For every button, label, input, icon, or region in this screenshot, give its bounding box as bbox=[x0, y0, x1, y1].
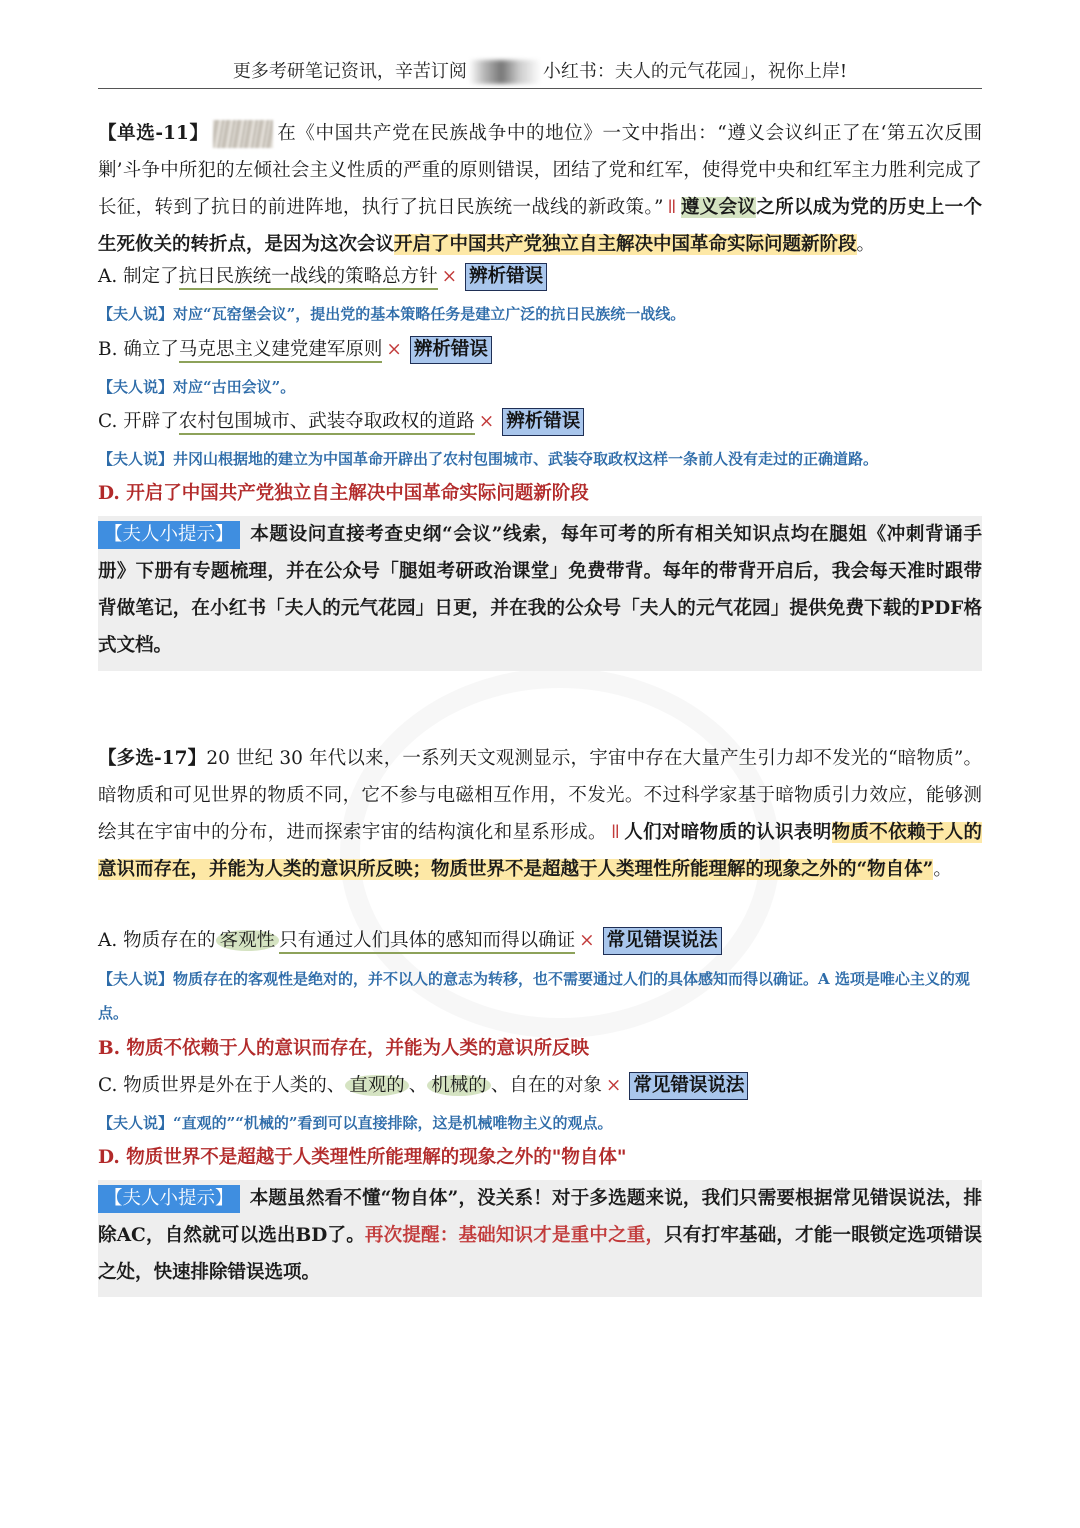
q1-note-b: 【夫人说】对应“古田会议”。 bbox=[98, 378, 296, 396]
underlined-text: 只有通过人们具体的感知而得以确证 bbox=[279, 930, 575, 954]
page-header bbox=[98, 58, 982, 89]
stem-text: 20 世纪 30 年代以来，一系列天文观测显示，宇宙中存在大量产生引力却不发光的“暗物质”。暗物质和可见世界的物质不同，它不参与电磁相互作用，不发光。不过科学家基于暗物质引力效应，能够测绘其在宇宙中的分布，进而探索宇宙的结构演化和星系形成。 bbox=[98, 748, 982, 843]
highlight-yellow-sep: ； bbox=[412, 859, 432, 880]
tip-text: 本题虽然看不懂“物自体”，没关系！对于多选题来说，我们只需要根据常见错误说法，排除AC，自然就可以选出BD了。 bbox=[98, 1188, 982, 1246]
error-badge: 辨析错误 bbox=[465, 263, 547, 291]
q2-option-a bbox=[98, 926, 722, 956]
q1-option-d-answer: D. 开启了中国共产党独立自主解决中国革命实际问题新阶段 bbox=[98, 483, 589, 504]
option-prefix: A. 制定了 bbox=[98, 266, 179, 287]
highlight-yellow: 物质世界不是超越于人类理性所能理解的现象之外的“物自体” bbox=[431, 859, 934, 880]
circled-text: 机械的 bbox=[427, 1075, 491, 1096]
stem-end: 。 bbox=[933, 859, 952, 880]
header-text-before: 更多考研笔记资讯，辛苦订阅 bbox=[232, 61, 467, 82]
question-1-stem bbox=[98, 115, 982, 263]
q2-tip-box bbox=[98, 1180, 982, 1297]
cross-icon: × bbox=[605, 1075, 622, 1096]
option-prefix: C. 物质世界是外在于人类的、 bbox=[98, 1075, 346, 1096]
option-prefix: A. 物质存在的 bbox=[98, 930, 216, 951]
q1-option-b bbox=[98, 335, 492, 365]
option-text: 、自在的对象 bbox=[490, 1075, 602, 1096]
stem-end: 。 bbox=[856, 234, 876, 255]
q1-note-a: 【夫人说】对应“瓦窑堡会议”，提出党的基本策略任务是建立广泛的抗日民族统一战线。 bbox=[98, 305, 686, 323]
highlight-yellow: 物质不依赖于人的意识而存在，并能为人类的意识所反映 bbox=[98, 822, 982, 880]
blurred-name bbox=[213, 120, 273, 148]
tip-red-text: 再次提醒：基础知识才是重中之重， bbox=[364, 1225, 665, 1246]
highlight-yellow: 开启了中国共产党独立自主解决中国革命实际问题新阶段 bbox=[394, 234, 857, 255]
separator-mark: ǁ bbox=[610, 822, 620, 843]
stem-bold-text: 人们对暗物质的认识表明 bbox=[623, 822, 832, 843]
separator-mark: ǁ bbox=[667, 197, 677, 218]
option-prefix: B. 确立了 bbox=[98, 339, 179, 360]
question-tag: 【多选-17】 bbox=[98, 748, 207, 769]
header-text-after: 小红书：夫人的元气花园」，祝你上岸! bbox=[542, 61, 848, 82]
error-badge: 辨析错误 bbox=[502, 408, 584, 436]
question-tag: 【单选-11】 bbox=[98, 123, 209, 144]
error-badge: 辨析错误 bbox=[410, 336, 492, 364]
q2-option-b-answer: B. 物质不依赖于人的意识而存在，并能为人类的意识所反映 bbox=[98, 1038, 590, 1059]
option-prefix: C. 开辟了 bbox=[98, 411, 179, 432]
cross-icon: × bbox=[386, 339, 402, 360]
underlined-text: 农村包围城市、武装夺取政权的道路 bbox=[179, 411, 475, 435]
error-badge: 常见错误说法 bbox=[629, 1072, 748, 1100]
stem-text: 在《中国共产党在民族战争中的地位》一文中指出：“遵义会议纠正了在‘第五次反围剿’斗争中所犯的左倾社会主义性质的严重的原则错误，团结了党和红军，使得党中央和红军主力胜利完成了长征，转到了抗日的前进阵地，执行了抗日民族统一战线的新政策。” bbox=[98, 123, 982, 218]
error-badge: 常见错误说法 bbox=[603, 927, 722, 955]
underlined-text: 马克思主义建党建军原则 bbox=[179, 339, 383, 363]
cross-icon: × bbox=[579, 930, 595, 951]
tip-tag: 【夫人小提示】 bbox=[98, 521, 240, 549]
circled-text: 客观性 bbox=[216, 930, 280, 951]
q1-option-c bbox=[98, 407, 584, 437]
tip-text: 本题设问直接考查史纲“会议”线索，每年可考的所有相关知识点均在腿姐《冲刺背诵手册》下册有专题梳理，并在公众号「腿姐考研政治课堂」免费带背。每年的带背开启后，我会每天准时跟带背做笔记，在小红书「夫人的元气花园」日更，并在我的公众号「夫人的元气花园」提供免费下载的PDF格式文档。 bbox=[98, 524, 982, 656]
tip-text: 只有打牢基础，才能一眼锁定选项错误之处，快速排除错误选项。 bbox=[98, 1225, 982, 1283]
q2-option-d-answer: D. 物质世界不是超越于人类理性所能理解的现象之外的"物自体" bbox=[98, 1147, 627, 1168]
cross-icon: × bbox=[441, 266, 458, 287]
q2-note-c: 【夫人说】“直观的”“机械的”看到可以直接排除，这是机械唯物主义的观点。 bbox=[98, 1114, 613, 1132]
circled-text: 直观的 bbox=[345, 1075, 409, 1096]
q1-option-a bbox=[98, 262, 547, 292]
q1-note-c: 【夫人说】井冈山根据地的建立为中国革命开辟出了农村包围城市、武装夺取政权这样一条前人没有走过的正确道路。 bbox=[98, 450, 879, 468]
underlined-text: 抗日民族统一战线的策略总方针 bbox=[179, 266, 438, 290]
q2-option-c bbox=[98, 1071, 748, 1101]
highlight-green: 遵义会议 bbox=[680, 197, 757, 218]
question-2-stem bbox=[98, 740, 982, 888]
tip-tag: 【夫人小提示】 bbox=[98, 1185, 240, 1213]
option-text: 、 bbox=[408, 1075, 428, 1096]
q1-tip-box bbox=[98, 516, 982, 671]
cross-icon: × bbox=[478, 411, 495, 432]
stem-bold-text: 之所以成为党的历史上一个生死攸关的转折点，是因为这次会议 bbox=[98, 197, 982, 255]
blurred-redaction bbox=[469, 60, 541, 84]
q2-note-a: 【夫人说】物质存在的客观性是绝对的，并不以人的意志为转移，也不需要通过人们的具体感知而得以确证。A 选项是唯心主义的观点。 bbox=[98, 970, 970, 1022]
